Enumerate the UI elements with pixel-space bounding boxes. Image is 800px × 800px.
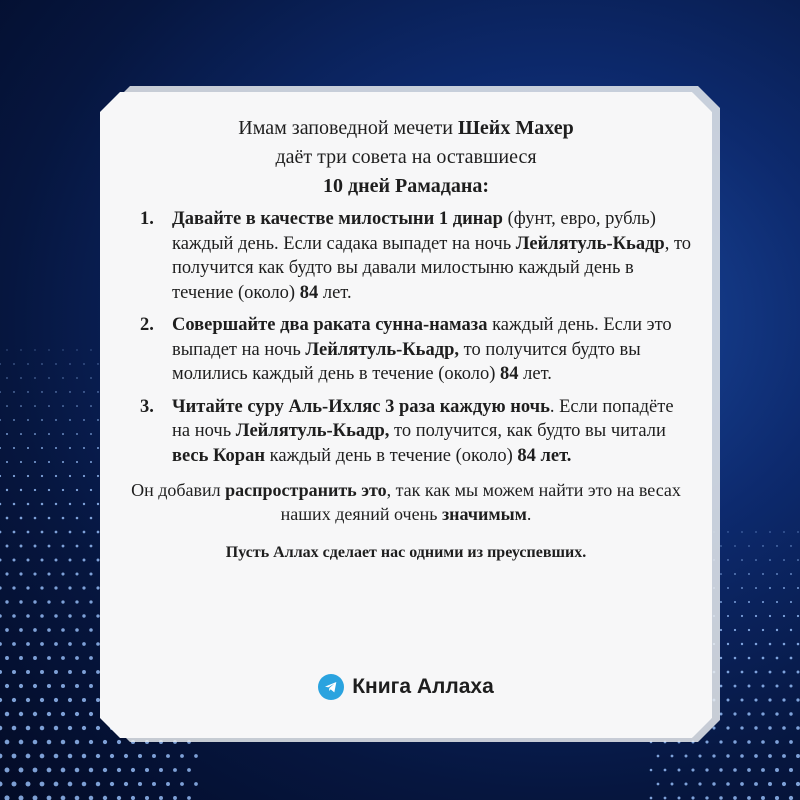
advice-number: 1. xyxy=(140,209,154,229)
advice-list xyxy=(100,207,712,468)
advice-text-part: Читайте суру Аль-Ихляс 3 раза каждую ночь xyxy=(172,396,550,417)
header-line-3: 10 дней Рамадана: xyxy=(322,175,490,197)
advice-text-part: лет. xyxy=(518,364,552,384)
card-content xyxy=(100,92,712,738)
advice-text-part: Лейлятуль-Кьадр, xyxy=(305,339,459,360)
header-line-1: Имам заповедной мечети Шейх Махер xyxy=(238,117,574,139)
advice-text-part: . Если попадёте на ночь xyxy=(172,396,674,441)
advice-text-part: каждый день. Если это выпадет на ночь xyxy=(172,315,672,360)
advice-number: 2. xyxy=(140,315,154,335)
advice-text-part: то получится будто вы молились каждый день в течение (около) xyxy=(172,339,641,384)
advice-text-part: Давайте в качестве милостыни 1 динар xyxy=(172,209,503,229)
header xyxy=(100,114,712,201)
footer-text-part: значимым xyxy=(441,504,527,524)
advice-text-part: Совершайте два раката сунна-намаза xyxy=(172,315,488,335)
brand-name: Книга Аллаха xyxy=(352,675,494,698)
advice-item xyxy=(140,207,692,305)
advice-text-part: (фунт, евро, рубль) каждый день. Если садака выпадет на ночь xyxy=(172,209,656,254)
footer-text xyxy=(100,478,712,526)
advice-item xyxy=(140,395,692,469)
advice-text-part: Лейлятуль-Кьадр, xyxy=(235,421,390,441)
advice-text-part: , то получится как будто вы давали милостыню каждый день в течение (около) xyxy=(172,233,692,303)
telegram-icon xyxy=(318,674,344,700)
advice-text-part: 84 xyxy=(299,282,319,303)
footer-text-part: , так как мы можем найти это на весах наших деяний очень xyxy=(280,480,681,524)
advice-text-part: 84 лет. xyxy=(517,445,572,466)
footer-text-part: . xyxy=(526,504,532,524)
advice-text-part: то получится, как будто вы читали xyxy=(389,421,666,441)
advice-text-part: весь Коран xyxy=(172,445,265,466)
brand xyxy=(100,674,712,700)
advice-text-part: Лейлятуль-Кьадр xyxy=(515,233,665,254)
footer-text-part: распространить это xyxy=(225,480,387,500)
header-line-2: даёт три совета на оставшиеся xyxy=(275,146,537,168)
advice-text-part: каждый день в течение (около) xyxy=(265,445,518,466)
advice-number: 3. xyxy=(140,396,154,417)
advice-item xyxy=(140,313,692,387)
closing-dua: Пусть Аллах сделает нас одними из преуспевших. xyxy=(225,544,587,561)
advice-text-part: лет. xyxy=(318,282,352,303)
advice-text-part: 84 xyxy=(500,364,519,384)
footer-text-part: Он добавил xyxy=(131,480,226,500)
